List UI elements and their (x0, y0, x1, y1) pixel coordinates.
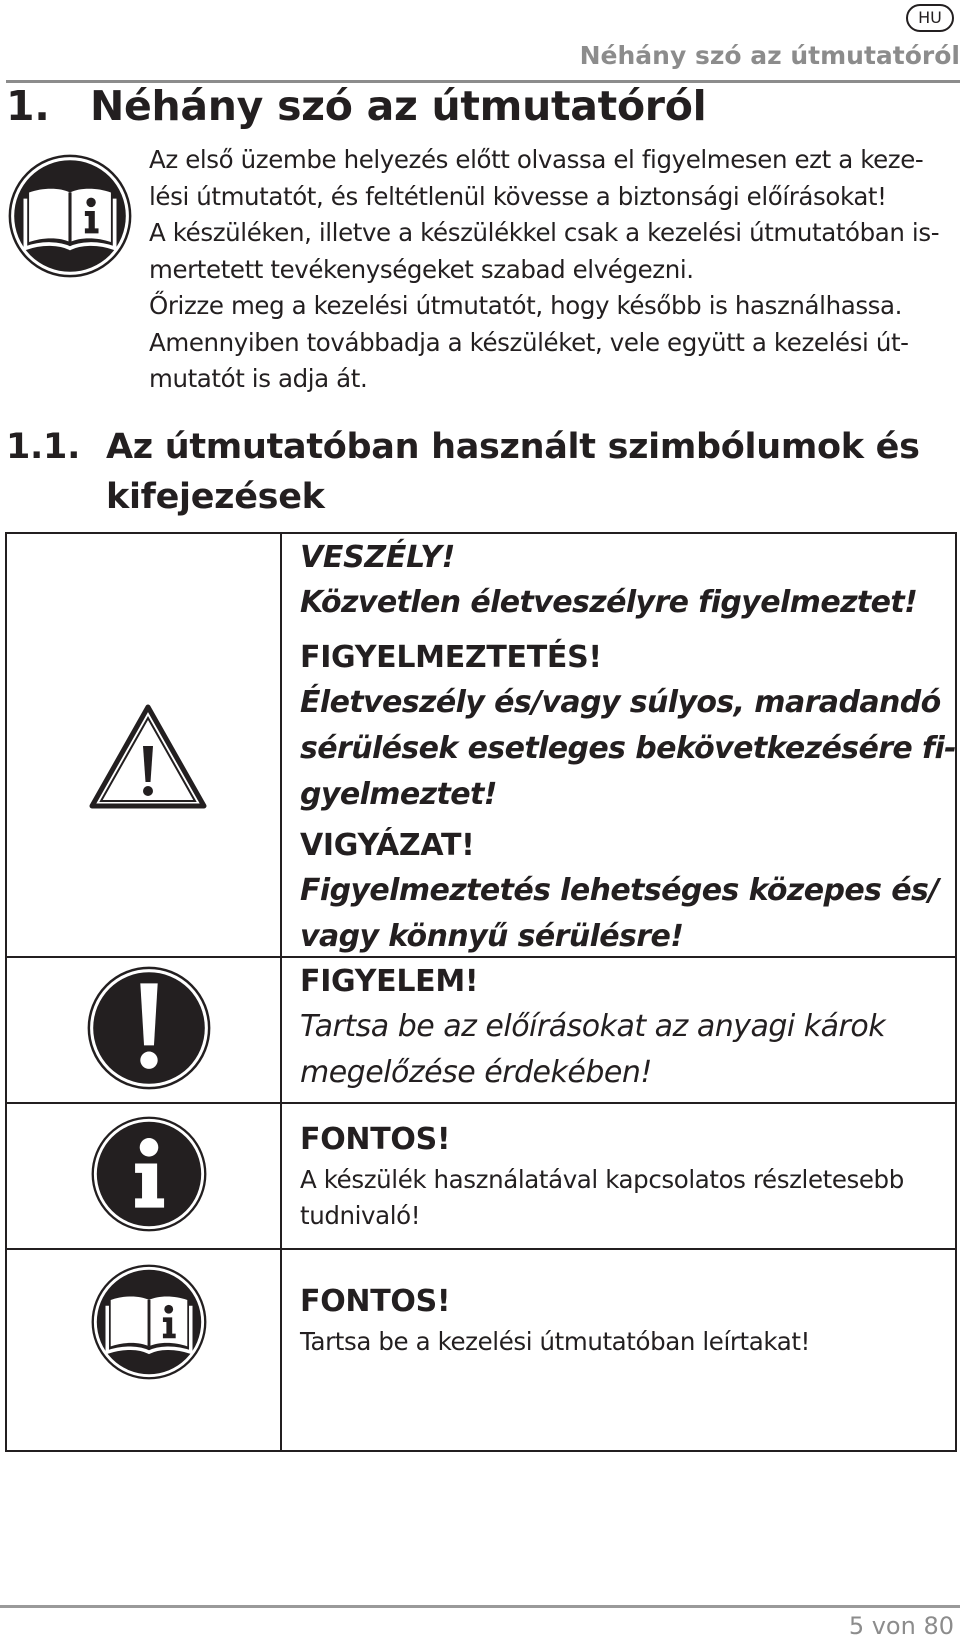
icon-cell (7, 1104, 282, 1248)
table-row-info (7, 1102, 955, 1248)
intro-line: mutatót is adja át. (149, 364, 368, 393)
warning-text-cell (300, 536, 956, 960)
info-description-line: A készülék használatával kapcsolatos részletesebb (300, 1165, 904, 1194)
section-1-heading (6, 82, 706, 130)
intro-line: lési útmutatót, és feltétlenül kövesse a biztonsági előírásokat! (149, 181, 887, 211)
caution-label: VIGYÁZAT! (300, 828, 475, 863)
section-1-title: Néhány szó az útmutatóról (90, 82, 707, 130)
warning-description-line: gyelmeztet! (300, 777, 497, 812)
attention-description-line: Tartsa be az előírásokat az anyagi károk (300, 1009, 886, 1044)
page-number: 5 von 80 (848, 1612, 954, 1640)
section-1-1-heading (6, 422, 920, 522)
warning-description-line: sérülések esetleges bekövetkezésére fi- (300, 731, 956, 766)
intro-line: mertetett tevékenységeket szabad elvégezni. (149, 254, 694, 284)
icon-cell (7, 534, 282, 956)
warning-label: FIGYELMEZTETÉS! (300, 640, 602, 675)
table-row-attention (7, 956, 955, 1102)
info-text-cell (300, 1118, 947, 1234)
manual-book-icon (91, 1264, 207, 1380)
intro-line: A készüléken, illetve a készülékkel csak a kezelési útmutatóban is- (149, 218, 940, 247)
info-label: FONTOS! (300, 1122, 451, 1157)
section-1-1-title-line1: Az útmutatóban használt szimbólumok és (106, 427, 920, 467)
info-circle-icon (91, 1116, 207, 1232)
icon-cell (7, 1250, 282, 1450)
attention-label: FIGYELEM! (300, 964, 479, 999)
running-header-title: Néhány szó az útmutatóról (579, 41, 960, 70)
manual-book-icon (8, 154, 132, 278)
warning-triangle-icon (87, 702, 209, 812)
manual-text-cell (300, 1280, 947, 1360)
footer-divider (0, 1605, 960, 1608)
danger-label: VESZÉLY! (300, 540, 456, 575)
table-row-warning (7, 534, 955, 956)
table-row-manual (7, 1248, 955, 1450)
section-1-1-title-line2: kifejezések (106, 477, 325, 517)
section-1-number: 1. (6, 82, 50, 130)
section-1-1-number: 1.1. (6, 427, 81, 467)
attention-text-cell (300, 960, 947, 1096)
info-description-line: tudnivaló! (300, 1201, 421, 1230)
manual-description: Tartsa be a kezelési útmutatóban leírtakat! (300, 1327, 810, 1356)
symbols-table (5, 532, 957, 1452)
icon-cell (7, 958, 282, 1102)
intro-line: Amennyiben továbbadja a készüléket, vele együtt a kezelési út- (149, 327, 909, 357)
manual-label: FONTOS! (300, 1284, 451, 1319)
caution-description-line: vagy könnyű sérülésre! (300, 919, 684, 954)
language-badge: HU (906, 4, 954, 32)
danger-description: Közvetlen életveszélyre figyelmeztet! (300, 585, 918, 620)
warning-description-line: Életveszély és/vagy súlyos, maradandó (300, 685, 941, 720)
attention-description-line: megelőzése érdekében! (300, 1055, 652, 1090)
intro-paragraph (149, 142, 955, 398)
intro-line: Az első üzembe helyezés előtt olvassa el figyelmesen ezt a keze- (149, 145, 924, 174)
intro-line: Őrizze meg a kezelési útmutatót, hogy később is használhassa. (149, 291, 903, 320)
exclamation-circle-icon (87, 966, 211, 1090)
caution-description-line: Figyelmeztetés lehetséges közepes és/ (300, 873, 939, 908)
